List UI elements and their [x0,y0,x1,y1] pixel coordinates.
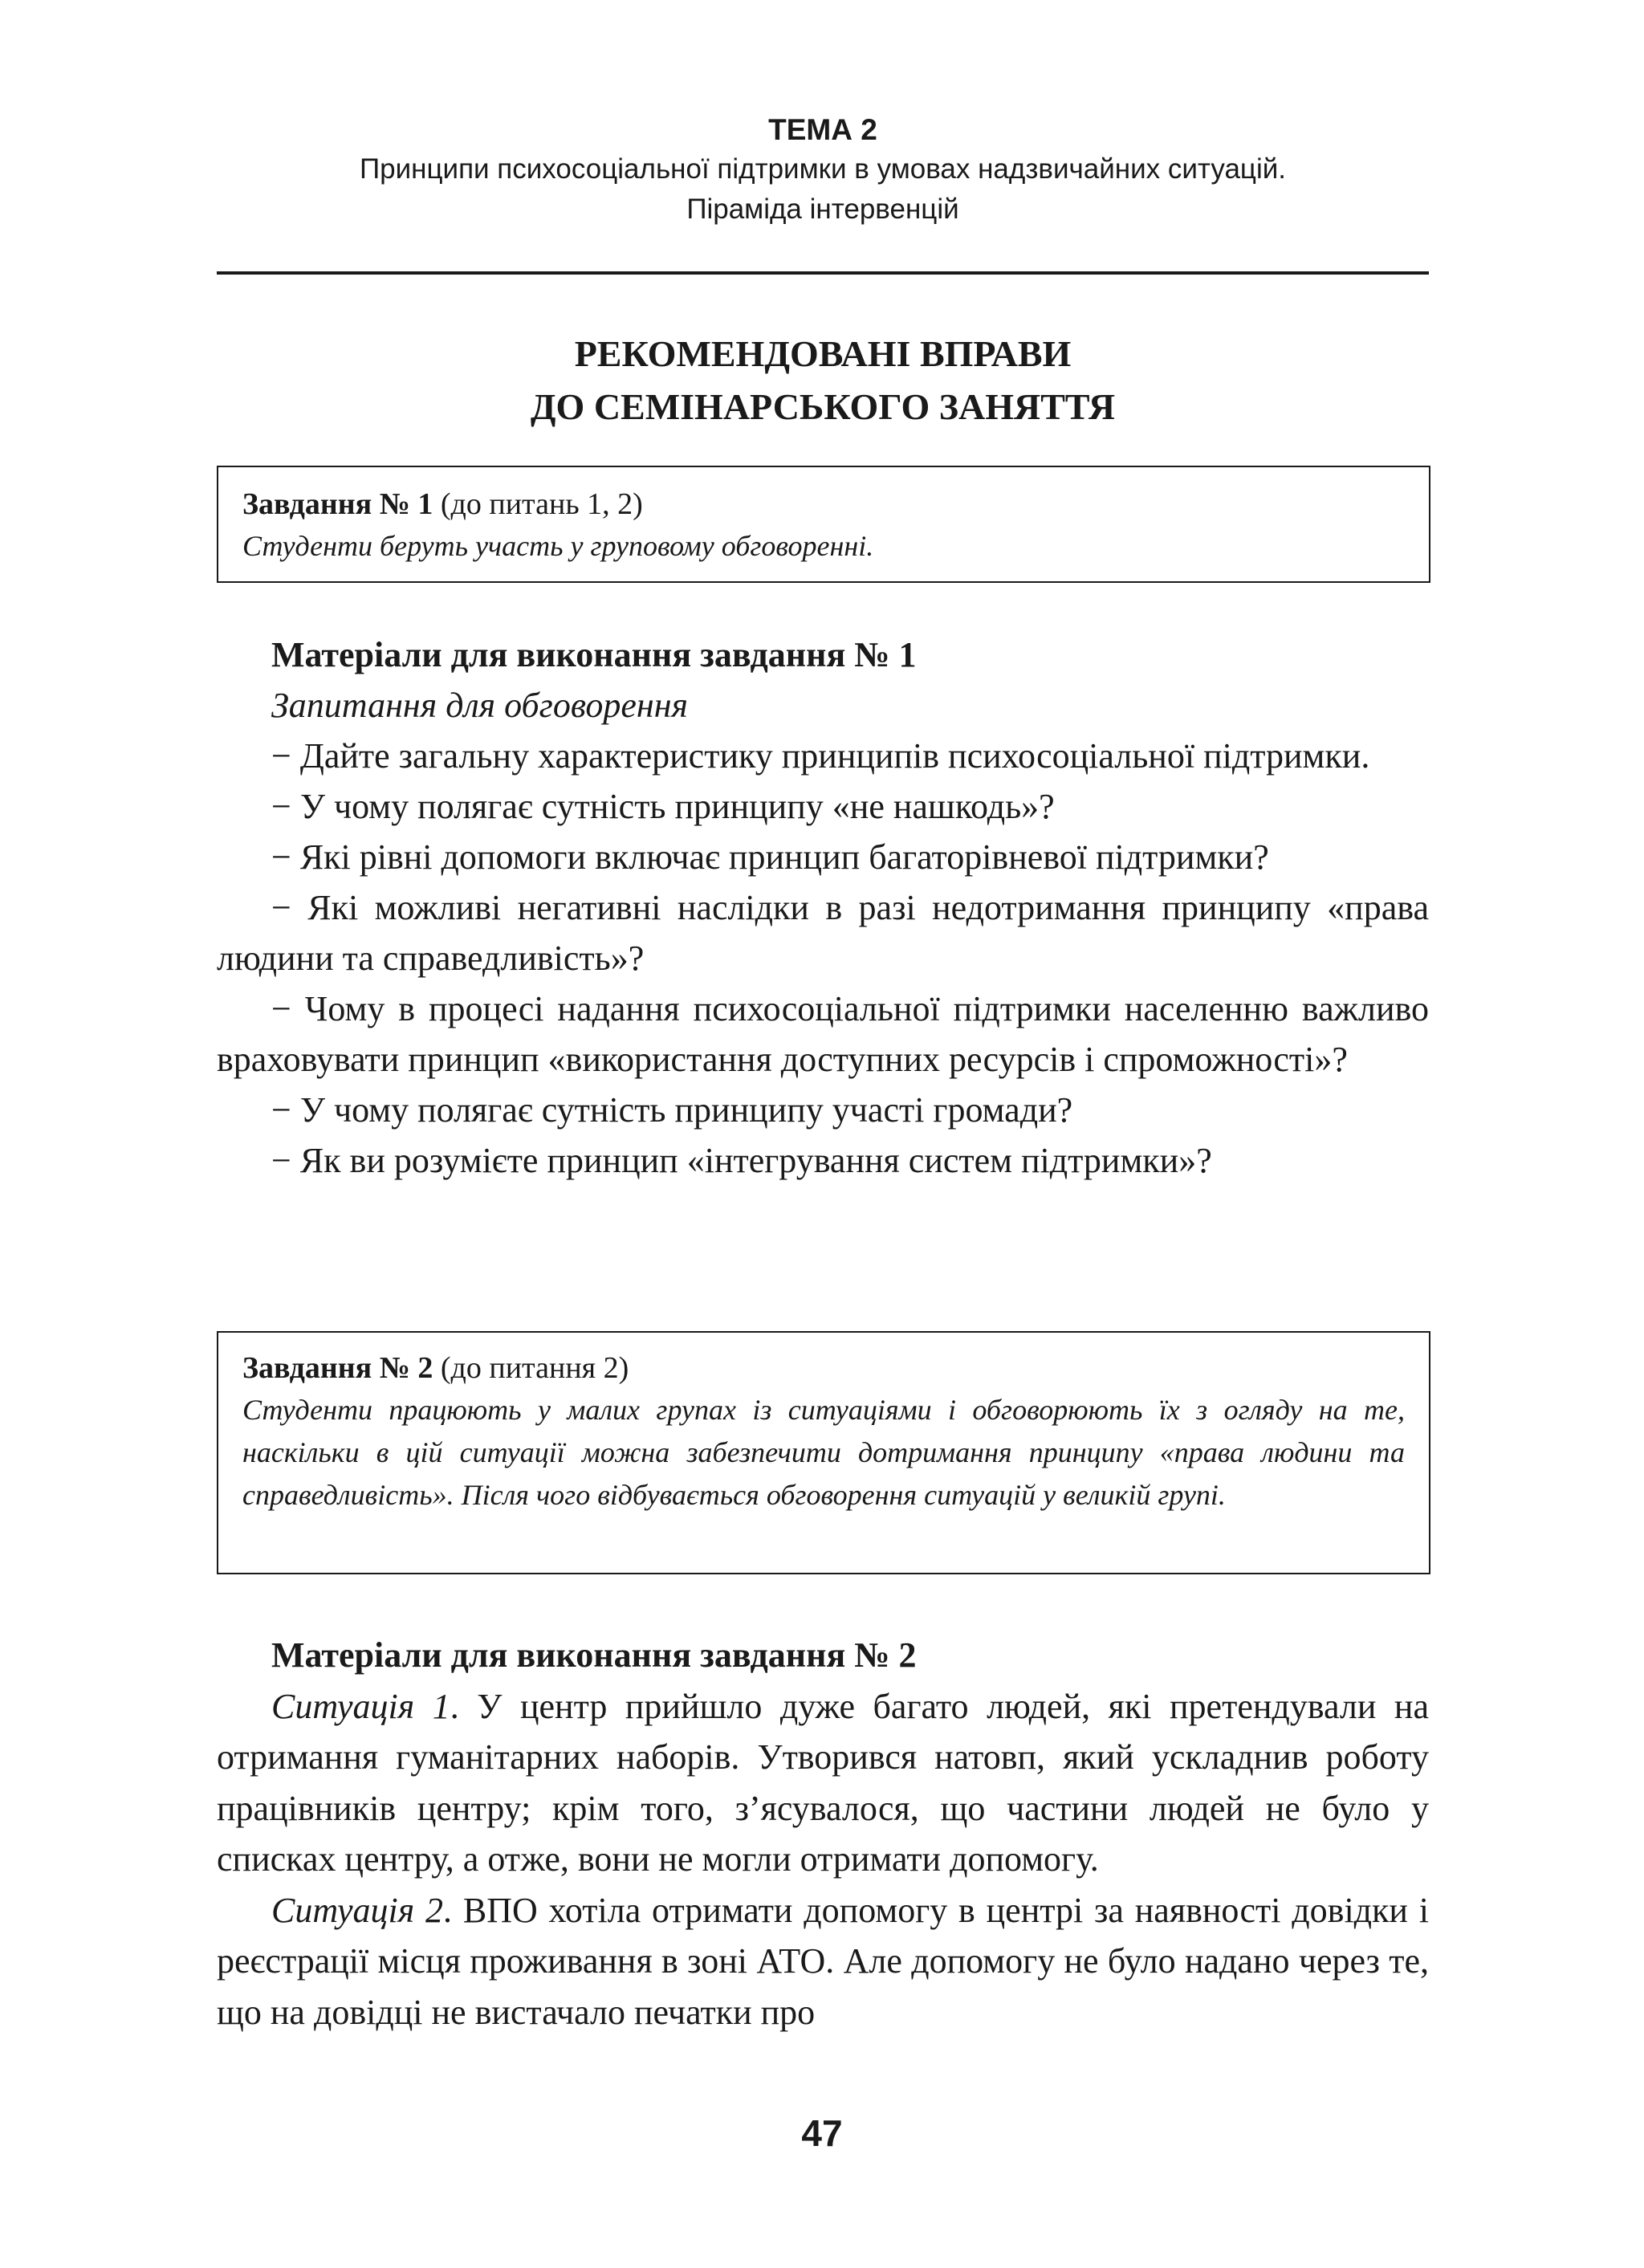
task-1-box [217,466,1430,583]
task-2-description: Студенти працюють у малих групах із ситуаціями і обговорюють їх з огляду на те, наскільки в цій ситуації можна забезпечити дотримання принципу «права людини та справедливість». Після чого відбувається обговорення ситуацій у великій групі. [242,1394,1405,1511]
section-title-line2: ДО СЕМІНАРСЬКОГО ЗАНЯТТЯ [530,386,1116,427]
task-1-heading [242,483,1405,525]
section-title-line1: РЕКОМЕНДОВАНІ ВПРАВИ [574,333,1072,374]
topic-subtitle-line2: Піраміда інтервенцій [686,193,959,225]
situation-paragraph [217,1681,1429,1885]
question-item: − Які рівні допомоги включає принцип багаторівневої підтримки? [271,837,1269,877]
task-2-reference: (до питання 2) [433,1351,629,1385]
topic-subtitle-line1: Принципи психосоціальної підтримки в умовах надзвичайних ситуацій. [359,153,1287,185]
materials-1-subheading: Запитання для обговорення [271,686,688,725]
materials-1-heading: Матеріали для виконання завдання № 1 [271,635,917,674]
header-divider [217,271,1429,275]
question-item: − У чому полягає сутність принципу участі громади? [271,1090,1073,1130]
question-item: − Чому в процесі надання психосоціальної підтримки населенню важливо враховувати принцип «використання доступних ресурсів і спроможності»? [217,989,1429,1079]
materials-2-section [217,1630,1429,2038]
task-2-heading [242,1347,1405,1389]
materials-1-section [217,629,1429,1186]
page-number: 47 [801,2112,843,2154]
situation-label: Ситуація 2 [271,1890,444,1930]
question-item: − Які можливі негативні наслідки в разі недотримання принципу «права людини та справедливість»? [217,888,1429,978]
question-item: − Дайте загальну характеристику принципів психосоціальної підтримки. [271,736,1370,776]
topic-label: ТЕМА 2 [768,113,877,146]
materials-2-heading: Матеріали для виконання завдання № 2 [271,1635,917,1675]
task-2-label: Завдання № 2 [242,1351,433,1385]
task-1-description: Студенти беруть участь у груповому обговоренні. [242,530,874,562]
task-2-box [217,1331,1430,1574]
question-item: − Як ви розумієте принцип «інтегрування систем підтримки»? [271,1141,1212,1180]
situation-paragraph [217,1885,1429,2038]
situation-text: . ВПО хотіла отримати допомогу в центрі за наявності довідки і реєстрації місця проживання в зоні АТО. Але допомогу не було надано через те, що на довідці не вистачало печатки про [217,1890,1430,2032]
running-header [217,111,1429,230]
section-title [217,328,1429,434]
task-1-reference: (до питань 1, 2) [433,487,643,521]
situation-label: Ситуація 1 [271,1686,450,1726]
task-1-label: Завдання № 1 [242,487,433,521]
situation-text: . У центр прийшло дуже багато людей, які претендували на отримання гуманітарних наборів. Утворився натовп, який ускладнив роботу працівників центру; крім того, з’ясувалося, що частини людей не було у списках центру, а отже, вони не могли отримати допомогу. [217,1686,1429,1879]
question-item: − У чому полягає сутність принципу «не нашкодь»? [271,787,1055,826]
